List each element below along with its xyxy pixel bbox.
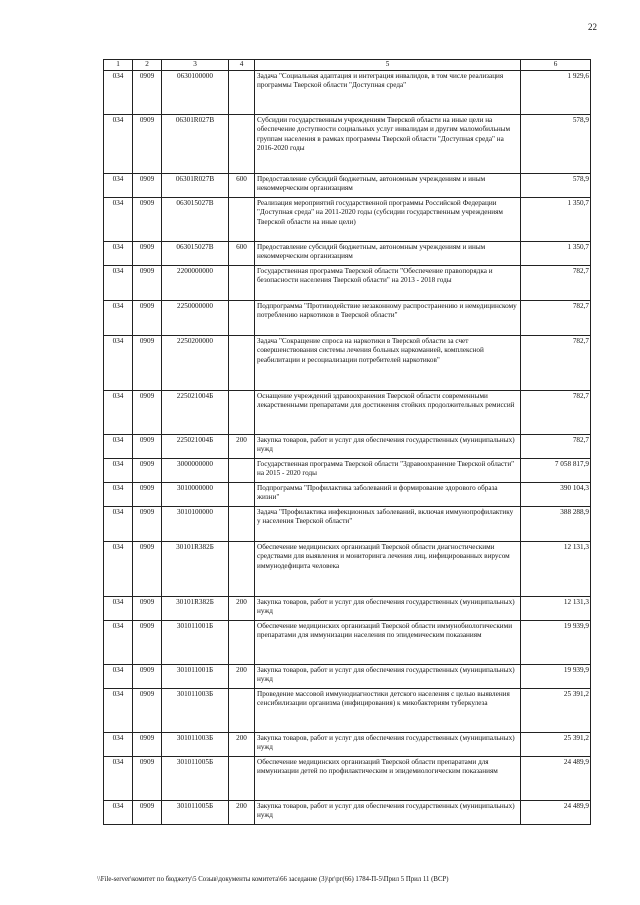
cell-section-code: 0909 xyxy=(133,335,162,390)
cell-expense-type xyxy=(229,300,255,335)
cell-section-code: 0909 xyxy=(133,541,162,596)
cell-section-code: 0909 xyxy=(133,458,162,482)
cell-target-article: 2200000000 xyxy=(162,265,229,300)
table-row xyxy=(104,620,591,664)
cell-target-article: 301011003Б xyxy=(162,688,229,732)
cell-expense-type xyxy=(229,506,255,541)
cell-section-code: 0909 xyxy=(133,390,162,434)
cell-ministry-code: 034 xyxy=(104,688,133,732)
cell-expense-type xyxy=(229,265,255,300)
cell-expense-type: 200 xyxy=(229,664,255,688)
cell-section-code: 0909 xyxy=(133,265,162,300)
table-row xyxy=(104,70,591,114)
cell-target-article: 301011003Б xyxy=(162,732,229,756)
header-col-3: 3 xyxy=(162,60,229,71)
cell-description: Закупка товаров, работ и услуг для обеспечения государственных (муниципальных) нужд xyxy=(255,732,521,756)
header-row xyxy=(104,60,591,71)
table-row xyxy=(104,596,591,620)
cell-expense-type xyxy=(229,197,255,241)
cell-expense-type xyxy=(229,114,255,173)
table-row xyxy=(104,434,591,458)
header-col-2: 2 xyxy=(133,60,162,71)
cell-expense-type: 600 xyxy=(229,173,255,197)
cell-amount: 25 391,2 xyxy=(521,688,591,732)
cell-expense-type: 600 xyxy=(229,241,255,265)
cell-expense-type: 200 xyxy=(229,732,255,756)
cell-section-code: 0909 xyxy=(133,300,162,335)
cell-section-code: 0909 xyxy=(133,732,162,756)
cell-target-article: 225021004Б xyxy=(162,390,229,434)
cell-target-article: 301011005Б xyxy=(162,800,229,824)
header-col-6: 6 xyxy=(521,60,591,71)
table-row xyxy=(104,390,591,434)
cell-description: Предоставление субсидий бюджетным, автономным учреждениям и иным некоммерческим организациям xyxy=(255,173,521,197)
table-body xyxy=(104,70,591,824)
table-row xyxy=(104,300,591,335)
cell-description: Субсидии государственным учреждениям Тверской области на иные цели на обеспечение доступности социальных услуг инвалидам и другим маломобильным группам населения в рамках программы Тверской области "Доступная среда" на 2016-2020 годы xyxy=(255,114,521,173)
cell-target-article: 301011001Б xyxy=(162,620,229,664)
cell-amount: 782,7 xyxy=(521,335,591,390)
cell-amount: 19 939,9 xyxy=(521,664,591,688)
cell-amount: 24 489,9 xyxy=(521,800,591,824)
cell-description: Задача "Социальная адаптация и интеграция инвалидов, в том числе реализация программы Тверской области "Доступная среда" xyxy=(255,70,521,114)
cell-ministry-code: 034 xyxy=(104,335,133,390)
table-row xyxy=(104,756,591,800)
cell-amount: 782,7 xyxy=(521,265,591,300)
header-col-1: 1 xyxy=(104,60,133,71)
cell-amount: 1 350,7 xyxy=(521,241,591,265)
cell-section-code: 0909 xyxy=(133,506,162,541)
page-number: 22 xyxy=(588,22,597,32)
cell-ministry-code: 034 xyxy=(104,173,133,197)
cell-section-code: 0909 xyxy=(133,800,162,824)
cell-target-article: 301011005Б xyxy=(162,756,229,800)
header-col-5: 5 xyxy=(255,60,521,71)
cell-target-article: 3010000000 xyxy=(162,482,229,506)
cell-expense-type xyxy=(229,620,255,664)
cell-ministry-code: 034 xyxy=(104,620,133,664)
cell-section-code: 0909 xyxy=(133,114,162,173)
cell-target-article: 225021004Б xyxy=(162,434,229,458)
cell-description: Подпрограмма "Профилактика заболеваний и формирование здорового образа жизни" xyxy=(255,482,521,506)
budget-table-container xyxy=(103,59,590,825)
cell-section-code: 0909 xyxy=(133,688,162,732)
cell-ministry-code: 034 xyxy=(104,434,133,458)
cell-description: Задача "Профилактика инфекционных заболеваний, включая иммунопрофилактику у населения Тверской области" xyxy=(255,506,521,541)
cell-amount: 19 939,9 xyxy=(521,620,591,664)
cell-amount: 782,7 xyxy=(521,300,591,335)
cell-description: Проведение массовой иммунодиагностики детского населения с целью выявления сенсибилизации организма (инфицирования) к микобактериям туберкулеза xyxy=(255,688,521,732)
cell-ministry-code: 034 xyxy=(104,541,133,596)
cell-amount: 1 350,7 xyxy=(521,197,591,241)
table-row xyxy=(104,541,591,596)
cell-description: Предоставление субсидий бюджетным, автономным учреждениям и иным некоммерческим организациям xyxy=(255,241,521,265)
table-row xyxy=(104,458,591,482)
cell-section-code: 0909 xyxy=(133,620,162,664)
cell-description: Закупка товаров, работ и услуг для обеспечения государственных (муниципальных) нужд xyxy=(255,596,521,620)
cell-section-code: 0909 xyxy=(133,197,162,241)
cell-description: Оснащение учреждений здравоохранения Тверской области современными лекарственными препаратами для достижения стойких продолжительных ремиссий xyxy=(255,390,521,434)
cell-amount: 12 131,3 xyxy=(521,541,591,596)
cell-section-code: 0909 xyxy=(133,434,162,458)
cell-description: Закупка товаров, работ и услуг для обеспечения государственных (муниципальных) нужд xyxy=(255,664,521,688)
cell-amount: 12 131,3 xyxy=(521,596,591,620)
cell-expense-type xyxy=(229,541,255,596)
cell-target-article: 06301R027В xyxy=(162,173,229,197)
cell-section-code: 0909 xyxy=(133,596,162,620)
table-row xyxy=(104,664,591,688)
cell-amount: 782,7 xyxy=(521,390,591,434)
cell-ministry-code: 034 xyxy=(104,197,133,241)
cell-ministry-code: 034 xyxy=(104,265,133,300)
cell-amount: 578,9 xyxy=(521,114,591,173)
cell-ministry-code: 034 xyxy=(104,70,133,114)
table-row xyxy=(104,241,591,265)
cell-amount: 578,9 xyxy=(521,173,591,197)
cell-description: Реализация мероприятий государственной программы Российской Федерации "Доступная среда" на 2011-2020 годы (субсидии государственным учреждениям Тверской области на иные цели) xyxy=(255,197,521,241)
cell-description: Обеспечение медицинских организаций Тверской области препаратами для иммунизации детей по профилактическим и эпидемиологическим показаниям xyxy=(255,756,521,800)
cell-expense-type xyxy=(229,458,255,482)
cell-ministry-code: 034 xyxy=(104,114,133,173)
table-row xyxy=(104,114,591,173)
cell-section-code: 0909 xyxy=(133,70,162,114)
cell-ministry-code: 034 xyxy=(104,664,133,688)
cell-ministry-code: 034 xyxy=(104,482,133,506)
cell-expense-type: 200 xyxy=(229,596,255,620)
cell-description: Закупка товаров, работ и услуг для обеспечения государственных (муниципальных) нужд xyxy=(255,800,521,824)
cell-expense-type xyxy=(229,482,255,506)
cell-target-article: 3000000000 xyxy=(162,458,229,482)
table-row xyxy=(104,173,591,197)
cell-amount: 782,7 xyxy=(521,434,591,458)
cell-ministry-code: 034 xyxy=(104,506,133,541)
table-row xyxy=(104,732,591,756)
cell-section-code: 0909 xyxy=(133,756,162,800)
cell-description: Закупка товаров, работ и услуг для обеспечения государственных (муниципальных) нужд xyxy=(255,434,521,458)
cell-target-article: 2250000000 xyxy=(162,300,229,335)
cell-expense-type xyxy=(229,756,255,800)
cell-target-article: 3010100000 xyxy=(162,506,229,541)
header-col-4: 4 xyxy=(229,60,255,71)
table-row xyxy=(104,265,591,300)
cell-amount: 390 104,3 xyxy=(521,482,591,506)
cell-ministry-code: 034 xyxy=(104,458,133,482)
table-row xyxy=(104,688,591,732)
table-row xyxy=(104,197,591,241)
table-row xyxy=(104,482,591,506)
cell-expense-type xyxy=(229,70,255,114)
cell-ministry-code: 034 xyxy=(104,756,133,800)
cell-target-article: 063015027В xyxy=(162,197,229,241)
cell-expense-type: 200 xyxy=(229,800,255,824)
cell-section-code: 0909 xyxy=(133,241,162,265)
cell-description: Обеспечение медицинских организаций Тверской области иммунобиологическими препаратами для иммунизации населения по эпидемическим показаниям xyxy=(255,620,521,664)
table-row xyxy=(104,800,591,824)
cell-target-article: 2250200000 xyxy=(162,335,229,390)
cell-expense-type xyxy=(229,335,255,390)
cell-ministry-code: 034 xyxy=(104,732,133,756)
cell-description: Государственная программа Тверской области "Обеспечение правопорядка и безопасности населения Тверской области" на 2013 - 2018 годы xyxy=(255,265,521,300)
cell-section-code: 0909 xyxy=(133,664,162,688)
cell-target-article: 301011001Б xyxy=(162,664,229,688)
cell-target-article: 0630100000 xyxy=(162,70,229,114)
cell-ministry-code: 034 xyxy=(104,300,133,335)
cell-target-article: 30101R382Б xyxy=(162,541,229,596)
table-row xyxy=(104,506,591,541)
table-row xyxy=(104,335,591,390)
cell-description: Подпрограмма "Противодействие незаконному распространению и немедицинскому потреблению наркотиков в Тверской области" xyxy=(255,300,521,335)
cell-ministry-code: 034 xyxy=(104,241,133,265)
cell-ministry-code: 034 xyxy=(104,800,133,824)
cell-target-article: 30101R382Б xyxy=(162,596,229,620)
cell-ministry-code: 034 xyxy=(104,596,133,620)
cell-amount: 7 058 817,9 xyxy=(521,458,591,482)
cell-description: Задача "Сокращение спроса на наркотики в Тверской области за счет совершенствования системы лечения больных наркоманией, комплексной реабилитации и ресоциализации потребителей наркотиков" xyxy=(255,335,521,390)
cell-section-code: 0909 xyxy=(133,173,162,197)
cell-expense-type: 200 xyxy=(229,434,255,458)
cell-amount: 388 288,9 xyxy=(521,506,591,541)
cell-description: Обеспечение медицинских организаций Тверской области диагностическими средствами для выявления и мониторинга лечения лиц, инфицированных вирусом иммунодефицита человека xyxy=(255,541,521,596)
footer-file-path: \\File-server\комитет по бюджету\5 Созыв\документы комитета\66 заседание (3)\pr\рг(66) 1784-П-5\Прил 5 Прил 11 (ВСР) xyxy=(97,876,449,883)
cell-section-code: 0909 xyxy=(133,482,162,506)
cell-amount: 1 929,6 xyxy=(521,70,591,114)
cell-expense-type xyxy=(229,390,255,434)
cell-target-article: 063015027В xyxy=(162,241,229,265)
cell-amount: 25 391,2 xyxy=(521,732,591,756)
cell-ministry-code: 034 xyxy=(104,390,133,434)
budget-table xyxy=(103,59,591,825)
cell-expense-type xyxy=(229,688,255,732)
cell-amount: 24 489,9 xyxy=(521,756,591,800)
cell-target-article: 06301R027В xyxy=(162,114,229,173)
cell-description: Государственная программа Тверской области "Здравоохранение Тверской области" на 2015 - 2020 годы xyxy=(255,458,521,482)
